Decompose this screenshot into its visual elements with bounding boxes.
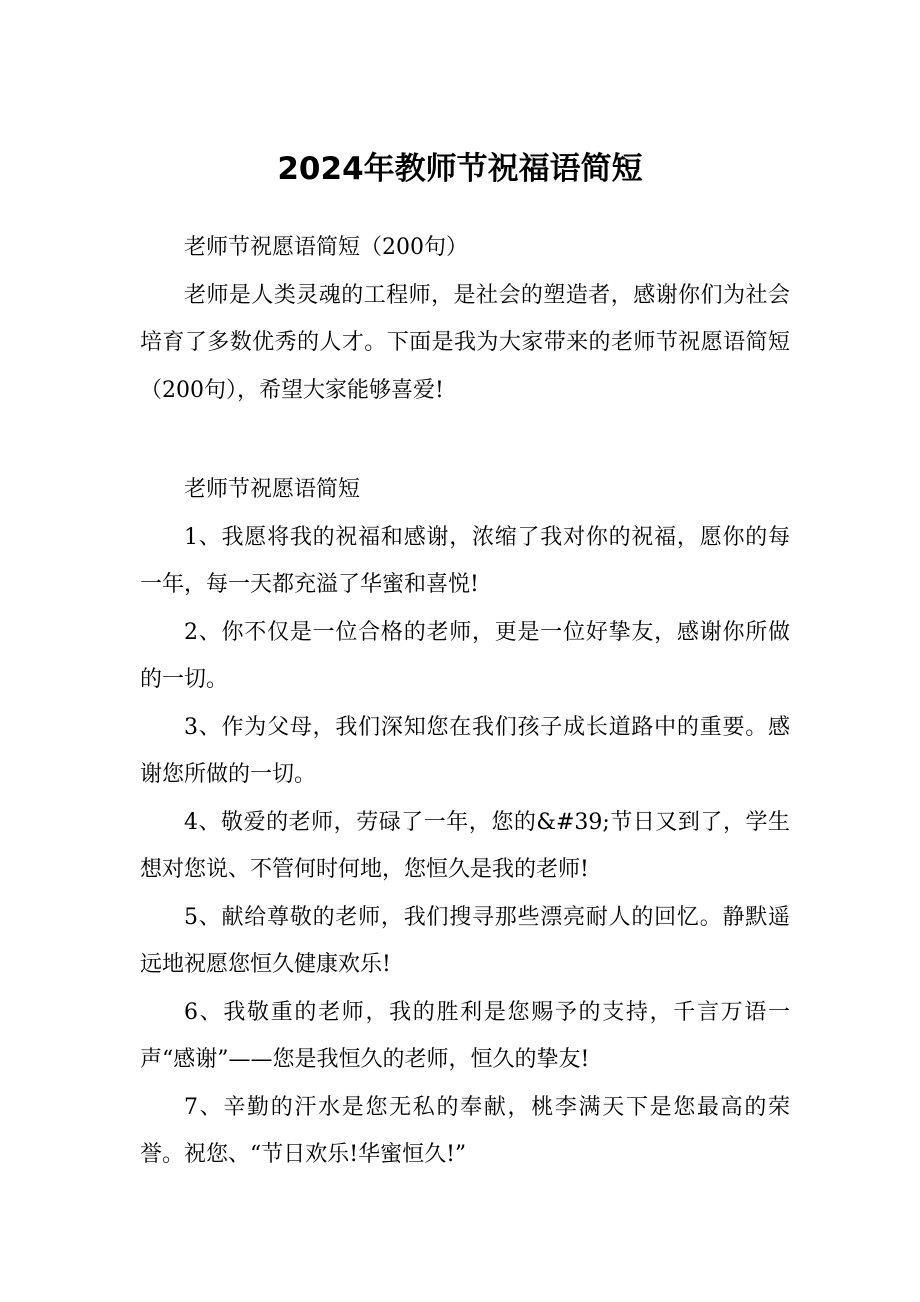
list-item: 7、辛勤的汗水是您无私的奉献，桃李满天下是您最高的荣誉。祝您、“节日欢乐!华蜜恒久!” [140, 1094, 790, 1167]
document-body [140, 224, 790, 1179]
list-item: 4、敬爱的老师，劳碌了一年，您的&#39;节日又到了，学生想对您说、不管何时何地，您恒久是我的老师! [140, 809, 790, 882]
list-item: 3、作为父母，我们深知您在我们孩子成长道路中的重要。感谢您所做的一切。 [140, 714, 790, 787]
intro-heading: 老师节祝愿语简短（200句） [184, 235, 468, 260]
list-item: 1、我愿将我的祝福和感谢，浓缩了我对你的祝福，愿你的每一年，每一天都充溢了华蜜和喜悦! [140, 524, 790, 597]
list-item: 2、你不仅是一位合格的老师，更是一位好挚友，感谢你所做的一切。 [140, 619, 790, 692]
section-heading: 老师节祝愿语简短 [184, 477, 361, 502]
list-item: 5、献给尊敬的老师，我们搜寻那些漂亮耐人的回忆。静默遥远地祝愿您恒久健康欢乐! [140, 904, 790, 977]
blank-line [140, 414, 790, 466]
document-title: 2024年教师节祝福语简短 [277, 151, 643, 187]
list-item: 6、我敬重的老师，我的胜利是您赐予的支持，千言万语一声“感谢”——您是我恒久的老师，恒久的挚友! [140, 999, 790, 1072]
intro-paragraph: 老师是人类灵魂的工程师，是社会的塑造者，感谢你们为社会培育了多数优秀的人才。下面是我为大家带来的老师节祝愿语简短（200句），希望大家能够喜爱! [140, 282, 790, 403]
